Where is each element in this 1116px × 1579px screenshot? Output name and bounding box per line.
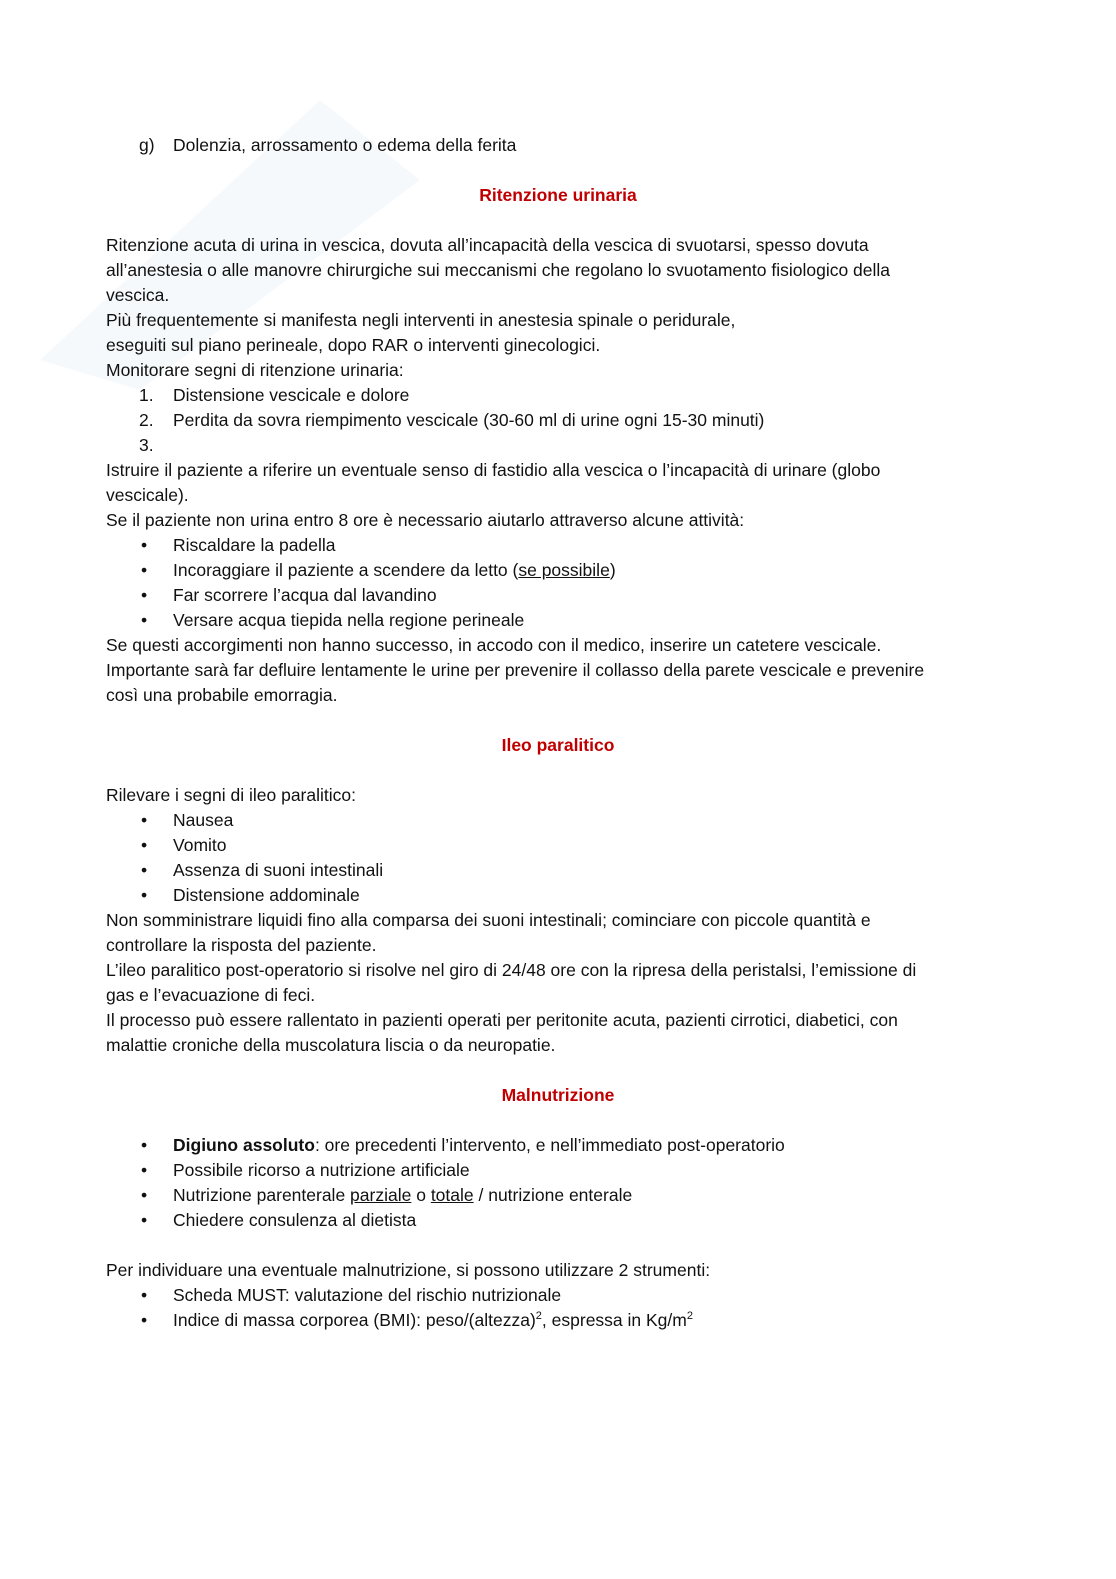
list-number: 1. xyxy=(139,385,154,405)
bullet: • xyxy=(141,1160,148,1180)
list-item: Possibile ricorso a nutrizione artificiale xyxy=(173,1160,470,1180)
underlined-text: se possibile xyxy=(518,560,610,580)
list-item-text: , espressa in Kg/m xyxy=(541,1310,687,1330)
list-item: Far scorrere l’acqua dal lavandino xyxy=(173,585,437,605)
bullet: • xyxy=(141,1185,148,1205)
list-number: 3. xyxy=(139,435,154,455)
bullet: • xyxy=(141,1135,148,1155)
bullet: • xyxy=(141,1210,148,1230)
paragraph-line: così una probabile emorragia. xyxy=(106,685,338,705)
list-item: Chiedere consulenza al dietista xyxy=(173,1210,417,1230)
list-item: Vomito xyxy=(173,835,227,855)
list-item: Dolenzia, arrossamento o edema della ferita xyxy=(173,135,517,155)
list-item: Riscaldare la padella xyxy=(173,535,336,555)
list-item-text: : ore precedenti l’intervento, e nell’immediato post-operatorio xyxy=(314,1135,785,1155)
bullet: • xyxy=(141,1285,148,1305)
paragraph-line: Monitorare segni di ritenzione urinaria: xyxy=(106,360,404,380)
section-title-malnutrizione: Malnutrizione xyxy=(501,1085,615,1105)
paragraph-line: Il processo può essere rallentato in pazienti operati per peritonite acuta, pazienti cirrotici, diabetici, con xyxy=(106,1010,898,1030)
paragraph-line: gas e l’evacuazione di feci. xyxy=(106,985,316,1005)
underlined-text: parziale xyxy=(350,1185,412,1205)
paragraph-line: Se questi accorgimenti non hanno successo, in accodo con il medico, inserire un catetere vescicale. xyxy=(106,635,882,655)
list-item-text: ) xyxy=(609,560,616,580)
list-item: Distensione addominale xyxy=(173,885,360,905)
bullet: • xyxy=(141,885,148,905)
list-item xyxy=(173,1183,632,1208)
list-item xyxy=(173,1308,693,1333)
bullet: • xyxy=(141,1310,148,1330)
section-title-ileo: Ileo paralitico xyxy=(501,735,615,755)
paragraph-line: L’ileo paralitico post-operatorio si risolve nel giro di 24/48 ore con la ripresa della peristalsi, l’emissione di xyxy=(106,960,917,980)
section-title-ritenzione: Ritenzione urinaria xyxy=(479,185,637,205)
underlined-text: totale xyxy=(430,1185,474,1205)
paragraph-line: Più frequentemente si manifesta negli interventi in anestesia spinale o peridurale, xyxy=(106,310,736,330)
paragraph-line: Se il paziente non urina entro 8 ore è necessario aiutarlo attraverso alcune attività: xyxy=(106,510,745,530)
paragraph-line: eseguiti sul piano perineale, dopo RAR o interventi ginecologici. xyxy=(106,335,601,355)
paragraph-line: Importante sarà far defluire lentamente le urine per prevenire il collasso della parete vescicale e prevenire xyxy=(106,660,925,680)
bullet: • xyxy=(141,860,148,880)
paragraph-line: Rilevare i segni di ileo paralitico: xyxy=(106,785,356,805)
bullet: • xyxy=(141,560,148,580)
list-item: Nausea xyxy=(173,810,234,830)
bullet: • xyxy=(141,810,148,830)
bullet: • xyxy=(141,835,148,855)
list-item: Assenza di suoni intestinali xyxy=(173,860,384,880)
bullet: • xyxy=(141,610,148,630)
list-item: Versare acqua tiepida nella regione perineale xyxy=(173,610,525,630)
list-item-text: / nutrizione enterale xyxy=(473,1185,633,1205)
list-number: 2. xyxy=(139,410,154,430)
paragraph-line: all’anestesia o alle manovre chirurgiche sui meccanismi che regolano lo svuotamento fisiologico della xyxy=(106,260,891,280)
list-item xyxy=(173,558,616,583)
paragraph-line: vescica. xyxy=(106,285,170,305)
paragraph-line: Per individuare una eventuale malnutrizione, si possono utilizzare 2 strumenti: xyxy=(106,1260,711,1280)
list-item-text: Incoraggiare il paziente a scendere da letto ( xyxy=(173,560,519,580)
list-item: Perdita da sovra riempimento vescicale (30-60 ml di urine ogni 15-30 minuti) xyxy=(173,410,765,430)
superscript: 2 xyxy=(686,1310,693,1323)
list-item-text: o xyxy=(411,1185,431,1205)
paragraph-line: vescicale). xyxy=(106,485,189,505)
list-item-text: Indice di massa corporea (BMI): peso/(altezza) xyxy=(173,1310,536,1330)
bullet: • xyxy=(141,535,148,555)
superscript: 2 xyxy=(535,1310,542,1323)
bold-text: Digiuno assoluto xyxy=(173,1135,315,1155)
list-item: Distensione vescicale e dolore xyxy=(173,385,410,405)
paragraph-line: Ritenzione acuta di urina in vescica, dovuta all’incapacità della vescica di svuotarsi, spesso dovuta xyxy=(106,235,869,255)
list-item-text: Nutrizione parenterale xyxy=(173,1185,351,1205)
list-item: Scheda MUST: valutazione del rischio nutrizionale xyxy=(173,1285,562,1305)
bullet: • xyxy=(141,585,148,605)
paragraph-line: controllare la risposta del paziente. xyxy=(106,935,377,955)
paragraph-line: Istruire il paziente a riferire un eventuale senso di fastidio alla vescica o l’incapacità di urinare (globo xyxy=(106,460,881,480)
list-marker: g) xyxy=(139,135,155,155)
paragraph-line: Non somministrare liquidi fino alla comparsa dei suoni intestinali; cominciare con piccole quantità e xyxy=(106,910,871,930)
list-item xyxy=(173,1133,785,1158)
paragraph-line: malattie croniche della muscolatura liscia o da neuropatie. xyxy=(106,1035,556,1055)
